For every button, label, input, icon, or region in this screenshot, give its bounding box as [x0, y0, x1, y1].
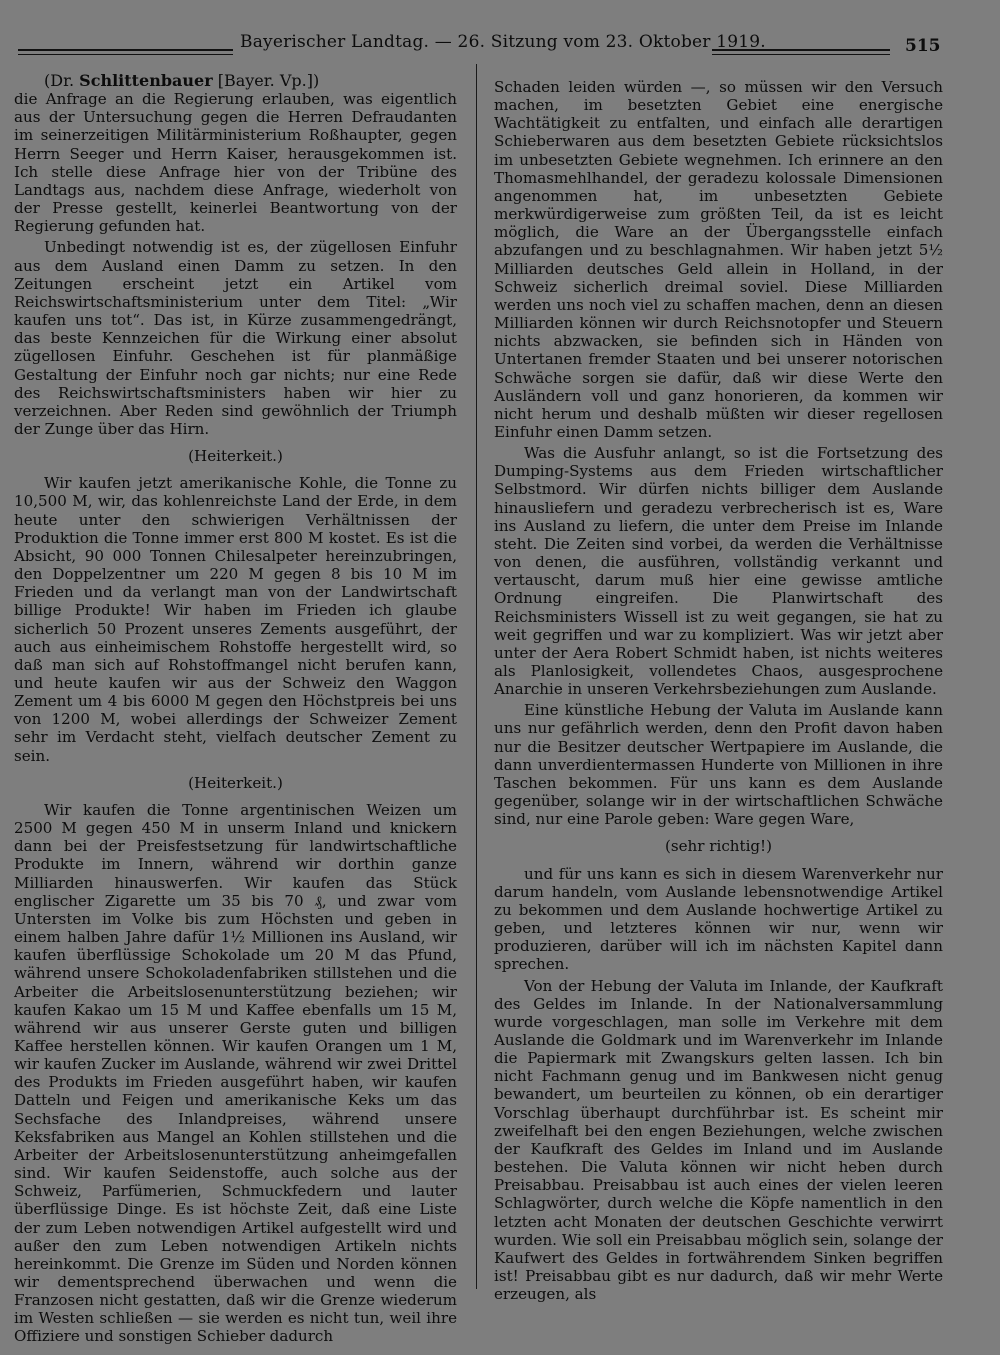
- speaker-name: Schlittenbauer: [79, 71, 213, 90]
- right-paragraph-3: Eine künstliche Hebung der Valuta im Auslande kann uns nur gefährlich werden, denn den Profit davon haben nur die Besitzer deutscher Wertpapiere im Auslande, die dann unverdientermassen Hunderte von Millionen in ihre Taschen bekommen. Für uns kann es dem Auslande gegenüber, solange wir in der wirtschaftlichen Schwäche sind, nur eine Parole geben: Ware gegen Ware,: [494, 701, 943, 829]
- column-divider: [476, 64, 477, 1289]
- header-title: Bayerischer Landtag. — 26. Sitzung vom 23. Oktober 1919.: [240, 32, 766, 52]
- speaker-open: (Dr.: [44, 71, 80, 90]
- interjection-sehr-richtig: (sehr richtig!): [664, 837, 773, 856]
- header-rule-right: [712, 49, 890, 51]
- left-column: [14, 72, 457, 1346]
- right-paragraph-4: und für uns kann es sich in diesem Warenverkehr nur darum handeln, vom Auslande lebensnotwendige Artikel zu bekommen und dem Auslande hochwertige Artikel zu geben, und letzteres können wir nur, wenn wir produzieren, darüber will ich im nächsten Kapitel dann sprechen.: [494, 864, 943, 974]
- right-paragraph-2: Was die Ausfuhr anlangt, so ist die Fortsetzung des Dumping-Systems aus dem Frieden wirtschaftlicher Selbstmord. Wir dürfen nichts billiger dem Auslande hinausliefern und geradezu verbrecherisch ist es, Ware ins Ausland zu liefern, die unter dem Preise im Inlande steht. Die Zeiten sind vorbei, da werden die Verhältnisse von denen, die ausführen, vollständig verkannt und vertauscht, darum muß hier eine gewisse amtliche Ordnung eingreifen. Die Planwirtschaft des Reichsministers Wissell ist zu weit gegangen, sie hat zu weit gegriffen und war zu kompliziert. Was wir jetzt aber unter der Aera Robert Schmidt haben, ist nichts weiteres als Planlosigkeit, vollendetes Chaos, ausgesprochene Anarchie in unseren Verkehrsbeziehungen zum Auslande.: [494, 444, 943, 699]
- right-column: [494, 78, 943, 1303]
- speaker-line: [14, 72, 457, 90]
- left-paragraph-1: die Anfrage an die Regierung erlauben, was eigentlich aus der Untersuchung gegen die Herren Defraudanten im seinerzeitigen Militärministerium Roßhaupter, gegen Herrn Seeger und Herrn Kaiser, herausgekommen ist. Ich stelle diese Anfrage hier von der Tribüne des Landtags aus, nachdem diese Anfrage, wiederholt von der Presse gestellt, keinerlei Beantwortung von der Regierung gefunden hat.: [14, 90, 457, 236]
- header-rule-left: [18, 49, 233, 51]
- interjection-heiterkeit-1: (Heiterkeit.): [188, 447, 283, 466]
- right-paragraph-5: Von der Hebung der Valuta im Inlande, der Kaufkraft des Geldes im Inlande. In der Nationalversammlung wurde vorgeschlagen, man solle im Verkehre mit dem Auslande die Goldmark und im Warenverkehr im Inlande die Papiermark mit Zwangskurs gelten lassen. Ich bin nicht Fachmann genug und im Bankwesen nicht genug bewandert, um beurteilen zu können, ob ein derartiger Vorschlag überhaupt durchführbar ist. Es scheint mir zweifelhaft bei den engen Beziehungen, welche zwischen der Kaufkraft des Geldes im Inland und im Auslande bestehen. Die Valuta können wir nicht heben durch Preisabbau. Preisabbau ist auch eines der vielen leeren Schlagwörter, durch welche die Köpfe namentlich in den letzten acht Monaten der deutschen Geschichte verwirrt wurden. Wie soll ein Preisabbau möglich sein, solange der Kaufwert des Geldes in fortwährendem Sinken begriffen ist! Preisabbau gibt es nur dadurch, daß wir mehr Werte erzeugen, als: [494, 976, 943, 1304]
- left-paragraph-2: Unbedingt notwendig ist es, der zügellosen Einfuhr aus dem Ausland einen Damm zu setzen. In den Zeitungen erscheint jetzt ein Artikel vom Reichswirtschaftsministerium unter dem Titel: „Wir kaufen uns tot“. Das ist, in Kürze zusammengedrängt, das beste Kennzeichen für die Wirkung einer absolut zügellosen Einfuhr. Geschehen ist für planmäßige Gestaltung der Einfuhr noch gar nichts; nur eine Rede des Reichswirtschaftsministers haben wir hier zu verzeichnen. Aber Reden sind gewöhnlich der Triumph der Zunge über das Hirn.: [14, 238, 457, 438]
- page-number: 515: [905, 36, 941, 56]
- interjection-heiterkeit-2: (Heiterkeit.): [188, 773, 283, 792]
- left-paragraph-4: Wir kaufen die Tonne argentinischen Weizen um 2500 M gegen 450 M in unserm Inland und knickern dann bei der Preisfestsetzung für landwirtschaftliche Produkte im Innern, während wir dorthin ganze Milliarden hinauswerfen. Wir kaufen das Stück englischer Zigarette um 35 bis 70 ₰, und zwar vom Untersten im Volke bis zum Höchsten und geben in einem halben Jahre dafür 1½ Millionen ins Ausland, wir kaufen überflüssige Schokolade um 20 M das Pfund, während unsere Schokoladenfabriken stillstehen und die Arbeiter die Arbeitslosenunterstützung beziehen; wir kaufen Kakao um 15 M und Kaffee ebenfalls um 15 M, während wir aus unserer Gerste guten und billigen Kaffee herstellen können. Wir kaufen Orangen um 1 M, wir kaufen Zucker im Auslande, während wir zwei Drittel des Produkts im Frieden ausgeführt haben, wir kaufen Datteln und Feigen und amerikanische Keks um das Sechsfache des Inlandpreises, während unsere Keksfabriken aus Mangel an Kohlen stillstehen und die Arbeiter der Arbeitslosenunterstützung anheimgefallen sind. Wir kaufen Seidenstoffe, auch solche aus der Schweiz, Parfümerien, Schmuckfedern und lauter überflüssige Dinge. Es ist höchste Zeit, daß eine Liste der zum Leben notwendigen Artikel aufgestellt wird und außer den zum Leben notwendigen Artikeln nichts hereinkommt. Die Grenze im Süden und Norden können wir dementsprechend überwachen und wenn die Franzosen nicht gestatten, daß wir die Grenze wiederum im Westen schließen — sie werden es nicht tun, weil ihre Offiziere und sonstigen Schieber dadurch: [14, 800, 457, 1346]
- running-head: [0, 30, 1000, 60]
- speaker-party: [Bayer. Vp.]): [212, 71, 320, 90]
- left-paragraph-3: Wir kaufen jetzt amerikanische Kohle, die Tonne zu 10,500 M, wir, das kohlenreichste Land der Erde, in dem heute unter den schwierigen Verhältnissen der Produktion die Tonne immer erst 800 M kostet. Es ist die Absicht, 90 000 Tonnen Chilesalpeter hereinzubringen, den Doppelzentner um 220 M gegen 8 bis 10 M im Frieden und da verlangt man von der Landwirtschaft billige Produkte! Wir haben im Frieden ich glaube sicherlich 50 Prozent unseres Zements ausgeführt, der auch aus einheimischem Rohstoffe hergestellt wird, so daß man sich auf Rohstoffmangel nicht berufen kann, und heute kaufen wir aus der Schweiz den Waggon Zement um 4 bis 6000 M gegen den Höchstpreis bei uns von 1200 M, wobei allerdings der Schweizer Zement sehr im Verdacht steht, vielfach deutscher Zement zu sein.: [14, 474, 457, 765]
- right-paragraph-1: Schaden leiden würden —, so müssen wir den Versuch machen, im besetzten Gebiet eine energische Wachtätigkeit zu entfalten, und einfach alle derartigen Schieberwaren aus dem besetzten Gebiete rücksichtslos im unbesetzten Gebiete wegnehmen. Ich erinnere an den Thomasmehlhandel, der geradezu kolossale Dimensionen angenommen hat, im unbesetzten Gebiete merkwürdigerweise zum größten Teil, da ist es leicht möglich, die Ware an der Übergangsstelle einfach abzufangen und zu beschlagnahmen. Wir haben jetzt 5½ Milliarden deutsches Geld allein in Holland, in der Schweiz sicherlich dreimal soviel. Diese Milliarden werden uns noch viel zu schaffen machen, denn an diesen Milliarden können wir durch Reichsnotopfer und Steuern nichts abzwacken, sie befinden sich in Händen von Untertanen fremder Staaten und bei unserer notorischen Schwäche sorgen sie dafür, daß wir diese Werte den Ausländern voll und ganz honorieren, da kommen wir nicht herum und deshalb müßten wir dieser regellosen Einfuhr einen Damm setzen.: [494, 78, 943, 441]
